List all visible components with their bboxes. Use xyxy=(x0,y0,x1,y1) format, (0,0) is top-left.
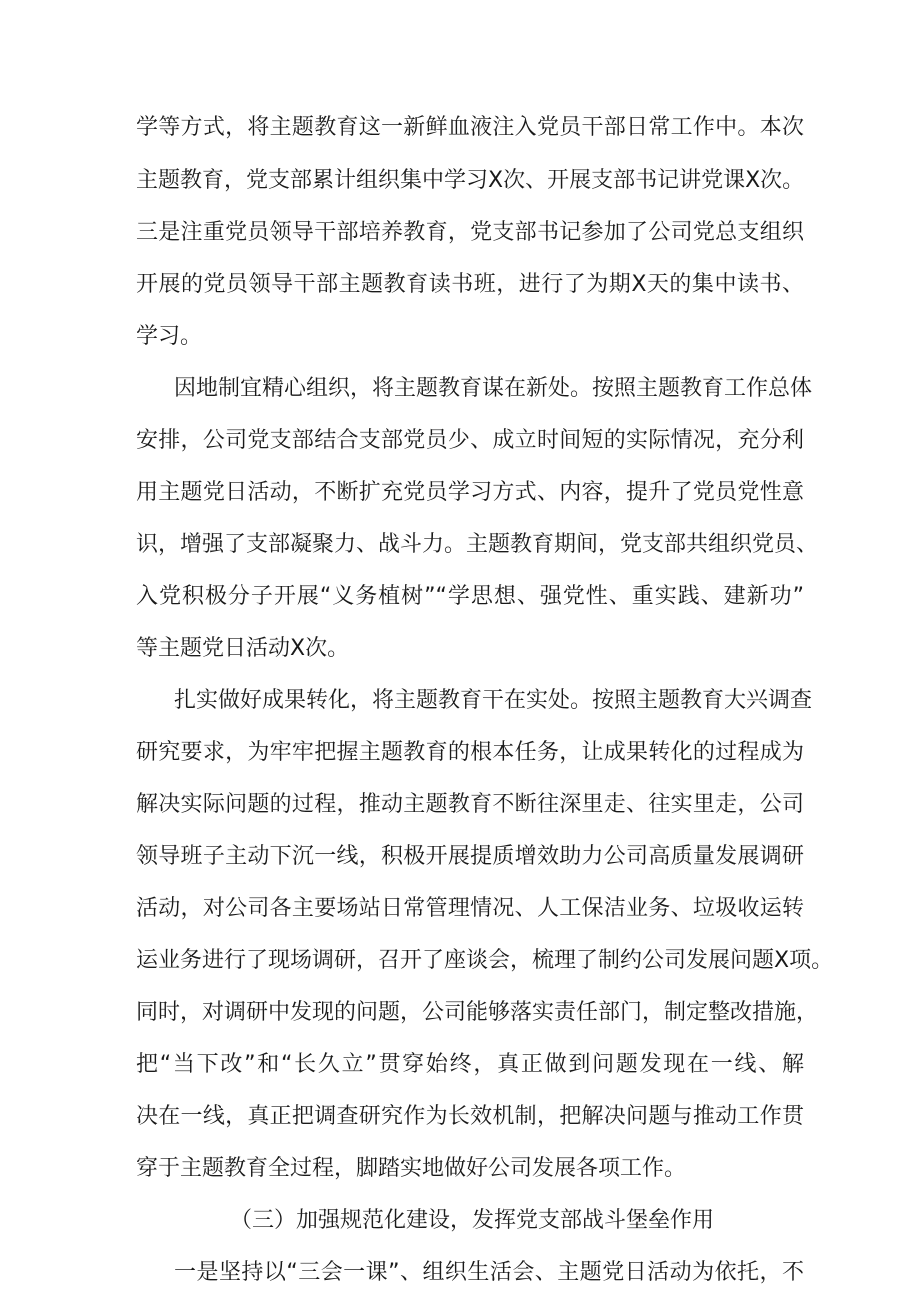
p3-line-10: 穿于主题教育全过程，脚踏实地做好公司发展各项工作。 xyxy=(136,1156,687,1181)
p2-line-2: 安排，公司党支部结合支部党员少、成立时间短的实际情况，充分利 xyxy=(136,428,804,453)
p2-line-4: 识，增强了支部凝聚力、战斗力。主题教育期间，党支部共组织党员、 xyxy=(136,532,819,557)
p3-line-3: 解决实际问题的过程，推动主题教育不断往深里走、往实里走，公司 xyxy=(136,792,804,817)
p3-line-8: 把“当下改”和“长久立”贯穿始终，真正做到问题发现在一线、解 xyxy=(136,1052,804,1077)
p3-line-1: 扎实做好成果转化，将主题教育干在实处。按照主题教育大兴调查 xyxy=(174,688,813,713)
p3-line-2: 研究要求，为牢牢把握主题教育的根本任务，让成果转化的过程成为 xyxy=(136,740,804,765)
p2-line-1: 因地制宜精心组织，将主题教育谋在新处。按照主题教育工作总体 xyxy=(174,376,813,401)
p1-line-2: 主题教育，党支部累计组织集中学习X次、开展支部书记讲党课X次。 xyxy=(136,168,805,193)
p3-line-5: 活动，对公司各主要场站日常管理情况、人工保洁业务、垃圾收运转 xyxy=(136,896,804,921)
p2-line-5: 入党积极分子开展“义务植树”“学思想、强党性、重实践、建新功” xyxy=(136,584,804,609)
p3-line-4: 领导班子主动下沉一线，积极开展提质增效助力公司高质量发展调研 xyxy=(136,844,804,869)
p3-line-7: 同时，对调研中发现的问题，公司能够落实责任部门，制定整改措施， xyxy=(136,1000,819,1025)
p3-line-6: 运业务进行了现场调研，召开了座谈会，梳理了制约公司发展问题X项。 xyxy=(136,948,834,973)
section-heading: （三）加强规范化建设，发挥党支部战斗堡垒作用 xyxy=(230,1208,715,1233)
p1-line-4: 开展的党员领导干部主题教育读书班，进行了为期X天的集中读书、 xyxy=(136,272,804,297)
p3-line-9: 决在一线，真正把调查研究作为长效机制，把解决问题与推动工作贯 xyxy=(136,1104,804,1129)
p2-line-3: 用主题党日活动，不断扩充党员学习方式、内容，提升了党员党性意 xyxy=(136,480,804,505)
p4-line-1: 一是坚持以“三会一课”、组织生活会、主题党日活动为依托，不 xyxy=(174,1260,804,1285)
p1-line-5: 学习。 xyxy=(136,324,203,349)
p1-line-3: 三是注重党员领导干部培养教育，党支部书记参加了公司党总支组织 xyxy=(136,220,804,245)
p2-line-6: 等主题党日活动X次。 xyxy=(136,636,350,661)
p1-line-1: 学等方式，将主题教育这一新鲜血液注入党员干部日常工作中。本次 xyxy=(136,115,804,140)
